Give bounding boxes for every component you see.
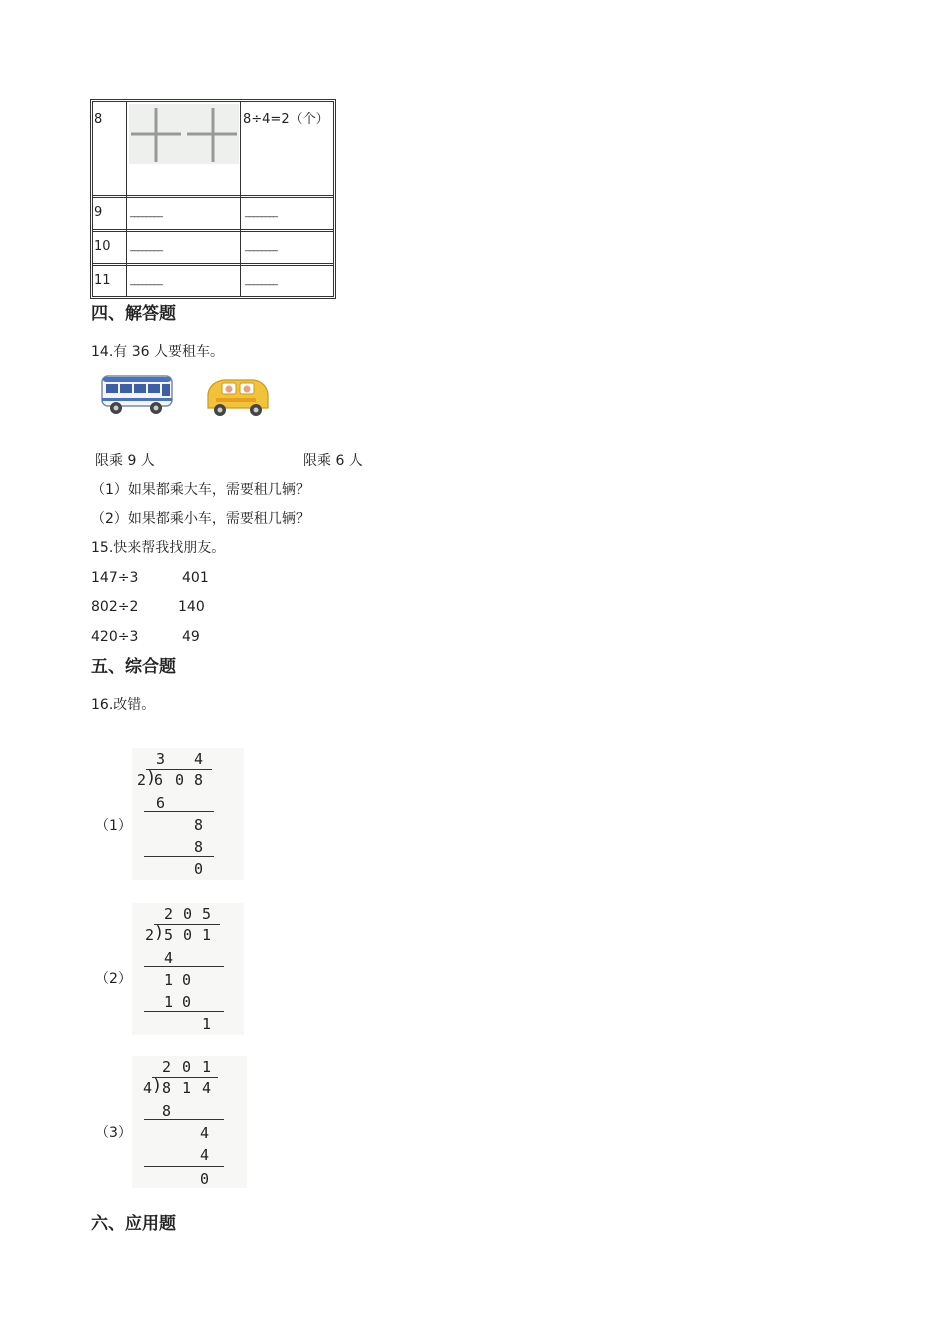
car-image xyxy=(202,374,274,420)
table-row-divider xyxy=(93,195,333,198)
table-col-divider xyxy=(240,102,241,296)
dividend-digit: 8 xyxy=(194,771,204,789)
table-row-divider xyxy=(93,263,333,266)
long-division-2: 2 0 5 2 ) 5 0 1 4 1 0 1 0 1 xyxy=(132,903,244,1035)
dividend-digit: 6 xyxy=(154,771,164,789)
question-prompt: 14.有 36 人要租车。 xyxy=(91,344,224,360)
divisor: 4 xyxy=(143,1079,153,1097)
quotient-digit: 5 xyxy=(202,905,212,923)
dividend-digit: 4 xyxy=(202,1079,212,1097)
quotient-digit: 1 xyxy=(202,1058,212,1076)
match-right[interactable]: 49 xyxy=(182,629,200,645)
row-answer: 8÷4=2（个） xyxy=(243,112,329,127)
divisor: 2 xyxy=(145,926,155,944)
row-number: 10 xyxy=(94,239,111,254)
quotient-digit: 2 xyxy=(164,905,174,923)
dividend-digit: 5 xyxy=(164,926,174,944)
match-left[interactable]: 802÷2 xyxy=(91,599,139,615)
section-title: 四、解答题 xyxy=(91,304,176,324)
sub-question: （1）如果都乘大车，需要租几辆？ xyxy=(91,482,310,498)
match-right[interactable]: 401 xyxy=(182,570,209,586)
question-prompt: 16.改错。 xyxy=(91,697,156,713)
fill-blank[interactable]: ________ xyxy=(245,207,277,218)
row-number: 11 xyxy=(94,273,111,288)
divisor: 2 xyxy=(137,771,147,789)
table-row-divider xyxy=(93,229,333,232)
long-division-3: 2 0 1 4 ) 8 1 4 8 4 4 0 xyxy=(132,1056,247,1188)
matchstick-table xyxy=(90,99,336,299)
fill-blank[interactable]: ________ xyxy=(130,207,162,218)
table-col-divider xyxy=(126,102,127,296)
step-value: 4 xyxy=(200,1146,210,1164)
match-left[interactable]: 147÷3 xyxy=(91,570,139,586)
car-capacity-label: 限乘 6 人 xyxy=(303,453,363,469)
item-label: （1） xyxy=(95,818,132,834)
bus-capacity-label: 限乘 9 人 xyxy=(95,453,155,469)
section-title: 六、应用题 xyxy=(91,1214,176,1234)
fill-blank[interactable]: ________ xyxy=(130,275,162,286)
row-number: 8 xyxy=(94,112,103,127)
sub-question: （2）如果都乘小车，需要租几辆？ xyxy=(91,511,310,527)
match-left[interactable]: 420÷3 xyxy=(91,629,139,645)
fill-blank[interactable]: ________ xyxy=(245,241,277,252)
dividend-digit: 0 xyxy=(175,771,185,789)
fill-blank[interactable]: ________ xyxy=(245,275,277,286)
item-label: （3） xyxy=(95,1125,132,1141)
long-division-1: 3 4 2 ) 6 0 8 6 8 8 0 xyxy=(132,748,244,880)
dividend-digit: 1 xyxy=(182,1079,192,1097)
dividend-digit: 0 xyxy=(183,926,193,944)
dividend-digit: 1 xyxy=(202,926,212,944)
step-value: 4 xyxy=(164,949,174,967)
quotient-digit: 4 xyxy=(194,750,204,768)
step-value: 8 xyxy=(194,816,204,834)
matchstick-figure xyxy=(129,104,239,164)
dividend-digit: 8 xyxy=(162,1079,172,1097)
quotient-digit: 3 xyxy=(156,750,166,768)
step-value: 4 xyxy=(200,1124,210,1142)
quotient-digit: 2 xyxy=(162,1058,172,1076)
question-prompt: 15.快来帮我找朋友。 xyxy=(91,540,226,556)
fill-blank[interactable]: ________ xyxy=(130,241,162,252)
quotient-digit: 0 xyxy=(182,1058,192,1076)
step-value: 1 xyxy=(202,1015,212,1033)
step-value: 8 xyxy=(194,838,204,856)
section-title: 五、综合题 xyxy=(91,657,176,677)
step-value: 6 xyxy=(156,794,166,812)
quotient-digit: 0 xyxy=(183,905,193,923)
step-value: 1 0 xyxy=(164,993,192,1011)
step-value: 8 xyxy=(162,1102,172,1120)
bus-image xyxy=(99,372,177,418)
item-label: （2） xyxy=(95,971,132,987)
row-number: 9 xyxy=(94,205,103,220)
step-value: 1 0 xyxy=(164,971,192,989)
match-right[interactable]: 140 xyxy=(178,599,205,615)
step-value: 0 xyxy=(194,860,204,878)
step-value: 0 xyxy=(200,1170,210,1188)
